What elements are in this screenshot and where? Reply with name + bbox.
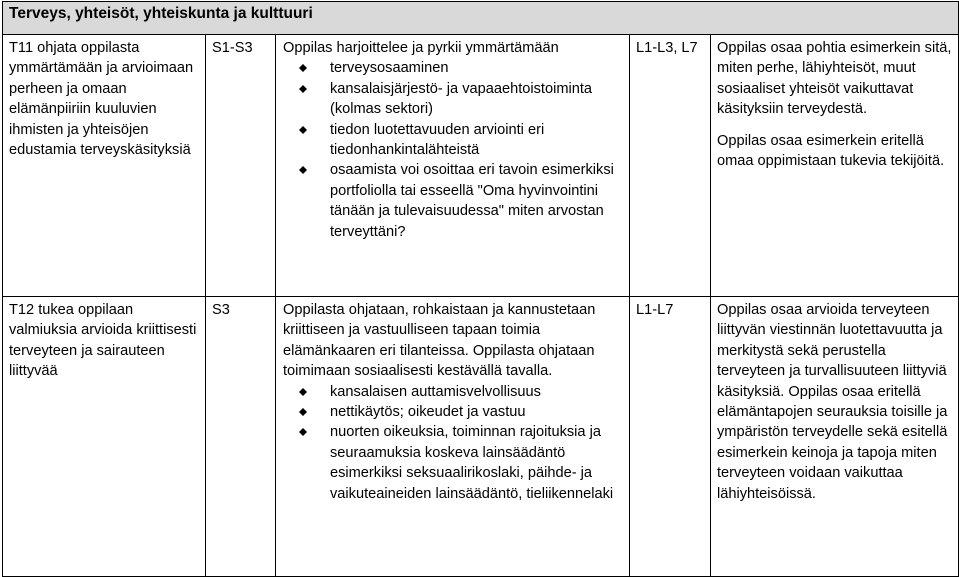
- list-item: terveysosaaminen: [283, 58, 623, 78]
- list-item: tiedon luotettavuuden arviointi eri tiedonhankintalähteistä: [283, 120, 623, 161]
- content-bullet-list: [283, 58, 623, 242]
- curriculum-table: [2, 1, 959, 577]
- diamond-bullet-icon: [298, 422, 308, 448]
- assessment-text: Oppilas osaa esimerkein eritellä omaa oppimistaan tukevia tekijöitä.: [717, 132, 945, 170]
- content-areas-cell: S1-S3: [206, 35, 276, 297]
- list-item: nettikäytös; oikeudet ja vastuu: [283, 402, 623, 422]
- list-item: kansalaisen auttamisvelvollisuus: [283, 382, 623, 402]
- competences-cell: L1-L3, L7: [630, 35, 711, 297]
- list-item: nuorten oikeuksia, toiminnan rajoituksia ja seuraamuksia koskeva lainsäädäntö esimerkiksi seksuaalirikoslaki, päihde- ja vaikuteaineiden lainsäädäntö, tieliikennelaki: [283, 422, 623, 504]
- assessment-text: Oppilas osaa pohtia esimerkein sitä, miten perhe, lähiyhteisöt, muut sosiaaliset yhteisöt vaikuttavat käsityksiin terveydestä.: [717, 40, 952, 118]
- assessment-cell: [711, 35, 959, 297]
- list-item: kansalaisjärjestö- ja vapaaehtoistoiminta (kolmas sektori): [283, 79, 623, 120]
- assessment-cell: [711, 297, 959, 577]
- section-title: Terveys, yhteisöt, yhteiskunta ja kulttuuri: [3, 2, 959, 35]
- content-cell: [276, 35, 630, 297]
- content-cell: [276, 297, 630, 577]
- objective-cell: T12 tukea oppilaan valmiuksia arvioida kriittisesti terveyteen ja sairauteen liittyvää: [3, 297, 206, 577]
- assessment-text: Oppilas osaa arvioida terveyteen liittyvän viestinnän luotettavuutta ja merkitystä sekä perustella terveyteen ja turvallisuuteen liittyviä käsityksiä. Oppilas osaa eritellä elämäntapojen seurauksia toisille ja ympäristön terveydelle sekä esitellä esimerkein keinoja ja tapoja miten terveyteen voidaan vaikuttaa lähiyhteisöissä.: [717, 302, 948, 502]
- table-header-row: [3, 2, 959, 35]
- content-intro: Oppilasta ohjataan, rohkaistaan ja kannustetaan kriittiseen ja vastuulliseen tapaan toimia elämänkaaren eri tilanteissa. Oppilasta ohjataan toimimaan sosiaalisesti kestävällä tavalla.: [283, 302, 596, 380]
- competences-cell: L1-L7: [630, 297, 711, 577]
- diamond-bullet-icon: [298, 120, 308, 146]
- content-bullet-list: [283, 382, 623, 504]
- table-row: [3, 297, 959, 577]
- table-row: [3, 35, 959, 297]
- diamond-bullet-icon: [298, 79, 308, 105]
- content-intro: Oppilas harjoittelee ja pyrkii ymmärtämään: [283, 40, 559, 56]
- content-areas-cell: S3: [206, 297, 276, 577]
- diamond-bullet-icon: [298, 160, 308, 186]
- list-item: osaamista voi osoittaa eri tavoin esimerkiksi portfoliolla tai esseellä "Oma hyvinvointini tänään ja tulevaisuudessa" miten arvostan terveyttäni?: [283, 160, 623, 242]
- objective-cell: T11 ohjata oppilasta ymmärtämään ja arvioimaan perheen ja omaan elämänpiiriin kuuluvien ihmisten ja yhteisöjen edustamia terveyskäsityksiä: [3, 35, 206, 297]
